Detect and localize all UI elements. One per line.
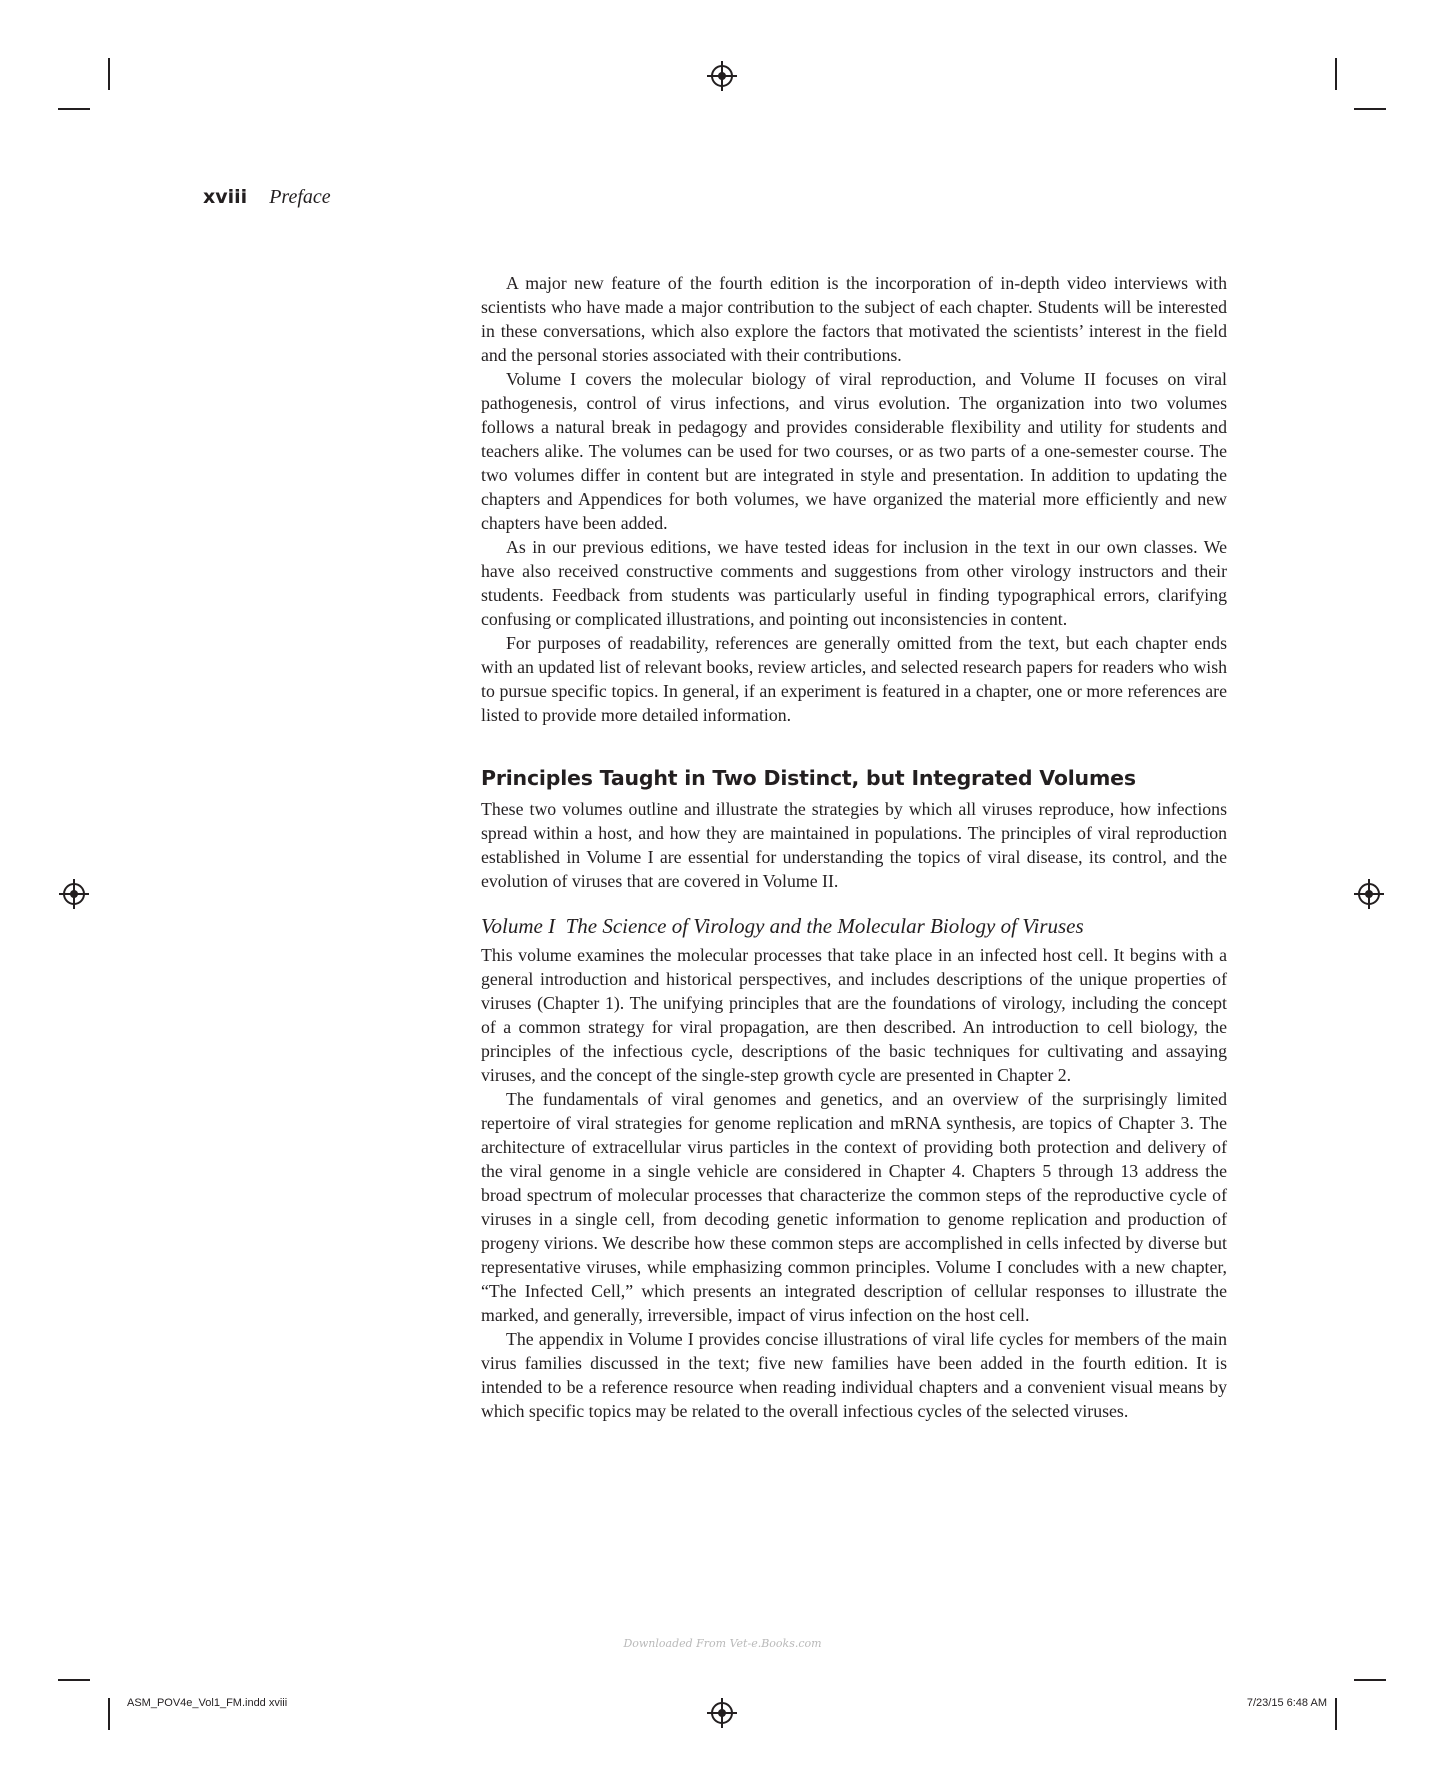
crop-mark	[1354, 108, 1386, 110]
registration-mark-icon	[1358, 883, 1380, 905]
slug-timestamp: 7/23/15 6:48 AM	[1246, 1697, 1327, 1709]
crop-mark	[58, 1679, 90, 1681]
subsection-label: Volume I	[481, 914, 556, 938]
paragraph: For purposes of readability, references are generally omitted from the text, but each chapter ends with an updated list of relevant books, review articles, and selected research papers for readers who wish to pursue specific topics. In general, if an experiment is featured in a chapter, one or more references are listed to provide more detailed information.	[481, 633, 1227, 725]
crop-mark	[58, 108, 90, 110]
paragraph: The appendix in Volume I provides concise illustrations of viral life cycles for members of the main virus families discussed in the text; five new families have been added in the fourth edition. It is intended to be a reference resource when reading individual chapters and a convenient visual means by which specific topics may be related to the overall infectious cycles of the selected viruses.	[481, 1329, 1227, 1421]
watermark: Downloaded From Vet-e.Books.com	[623, 1637, 822, 1650]
paragraph: Volume I covers the molecular biology of viral reproduction, and Volume II focuses on viral pathogenesis, control of virus infections, and virus evolution. The organization into two volumes follows a natural break in pedagogy and provides considerable flexibility and utility for students and teachers alike. The volumes can be used for two courses, or as two parts of a one-semester course. The two volumes differ in content but are integrated in style and presentation. In addition to updating the chapters and Appendices for both volumes, we have organized the material more efficiently and new chapters have been added.	[481, 369, 1227, 533]
paragraph: As in our previous editions, we have tested ideas for inclusion in the text in our own classes. We have also received constructive comments and suggestions from other virology instructors and their students. Feedback from students was particularly useful in finding typographical errors, clarifying confusing or complicated illustrations, and pointing out inconsistencies in content.	[481, 537, 1227, 629]
crop-mark	[1354, 1679, 1386, 1681]
paragraph: This volume examines the molecular processes that take place in an infected host cell. It begins with a general introduction and historical perspectives, and includes descriptions of the unique properties of viruses (Chapter 1). The unifying principles that are the foundations of virology, including the concept of a common strategy for viral propagation, are then described. An introduction to cell biology, the principles of the infectious cycle, descriptions of the basic techniques for cultivating and assaying viruses, and the concept of the single-step growth cycle are presented in Chapter 2.	[481, 945, 1227, 1085]
crop-mark	[1335, 58, 1337, 90]
slug-file: ASM_POV4e_Vol1_FM.indd xviii	[127, 1697, 288, 1709]
crop-mark	[108, 1698, 110, 1730]
running-title: Preface	[269, 186, 331, 208]
page-number: xviii	[203, 186, 248, 208]
registration-mark-icon	[711, 1702, 733, 1724]
paragraph: These two volumes outline and illustrate the strategies by which all viruses reproduce, how infections spread within a host, and how they are maintained in populations. The principles of viral reproduction established in Volume I are essential for understanding the topics of viral disease, its control, and the evolution of viruses that are covered in Volume II.	[481, 799, 1227, 891]
paragraph: A major new feature of the fourth edition is the incorporation of in-depth video interviews with scientists who have made a major contribution to the subject of each chapter. Students will be interested in these conversations, which also explore the factors that motivated the scientists’ interest in the field and the personal stories associated with their contributions.	[481, 273, 1227, 365]
registration-mark-icon	[711, 65, 733, 87]
subsection-heading	[481, 913, 1227, 939]
crop-mark	[108, 58, 110, 90]
running-head	[203, 186, 331, 209]
paragraph: The fundamentals of viral genomes and genetics, and an overview of the surprisingly limited repertoire of viral strategies for genome replication and mRNA synthesis, are topics of Chapter 3. The architecture of extracellular virus particles in the context of providing both protection and delivery of the viral genome in a single vehicle are considered in Chapter 4. Chapters 5 through 13 address the broad spectrum of molecular processes that characterize the common steps of the reproductive cycle of viruses in a single cell, from decoding genetic information to genome replication and production of progeny virions. We describe how these common steps are accomplished in cells infected by diverse but representative viruses, while emphasizing common principles. Volume I concludes with a new chapter, “The Infected Cell,” which presents an integrated description of cellular responses to illustrate the marked, and generally, irreversible, impact of virus infection on the host cell.	[481, 1089, 1227, 1325]
body-text	[481, 271, 1227, 1423]
section-heading: Principles Taught in Two Distinct, but Integrated Volumes	[481, 766, 1136, 790]
subsection-title: The Science of Virology and the Molecular Biology of Viruses	[565, 914, 1084, 938]
registration-mark-icon	[63, 883, 85, 905]
crop-mark	[1335, 1698, 1337, 1730]
